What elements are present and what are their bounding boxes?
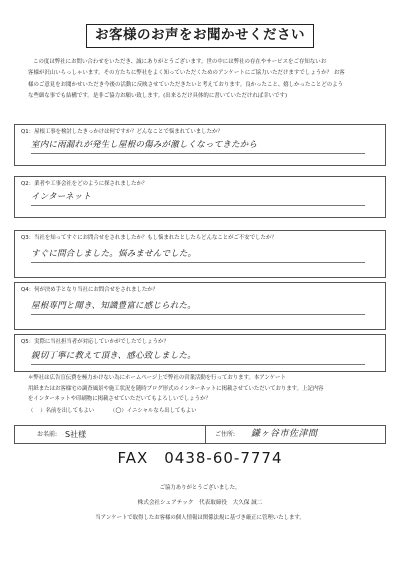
answer-q5[interactable]: 親切丁寧に教えて頂き、感心致しました。 [31,349,365,365]
question-label: Q3：当社を知ってすぐにお問合せをされましたか？もし悩まれたとしたらどんなことがご不安でしたか？ [21,235,277,241]
intro-line: な些細な事でも結構です。是非ご協力お願い致します。(出来るだけ具体的に書いていただければ幸いです) [28,92,288,99]
publication-notice [28,373,378,405]
notice-line: をインターネットや印刷物に掲載させていただいてもよろしいでしょうか？ [28,396,211,403]
notice-line: 用紙またはお客様宅の調査風景や施工状況を随時ブログ形式のインターネットに掲載させていただいております。上記内容 [28,385,324,392]
company-signature: 株式会社シェアテック 代表取締役 大久保 誠二 [137,500,263,506]
question-label: Q1：屋根工事を検討したきっかけは何ですか？どんなことで悩まれていましたか？ [21,129,223,135]
intro-line: 客様が沢山いらっしゃいます。その方たちに弊社をよく知っていただくためのアンケートにご協力いただけますでしょうか？ お客 [28,70,345,77]
question-label: Q4：何が決め手となり当社にお問合せをされましたか？ [21,287,159,293]
consent-option-initial-label: ）イニシャルなら出してもよい [121,408,197,414]
consent-option-name-label: ）名前を出してもよい [40,408,95,414]
intro-line: この度は弊社にお問い合わせをいただき、誠にありがとうございます。世の中には弊社の存在やサービスをご存知ないお [33,59,327,65]
bracket-open: （ [28,408,34,414]
name-value[interactable]: S社様 [65,430,87,439]
notice-line: ＊弊社は広告宣伝費を極力かけない為にホームページ上で弊社の営業活動を行っております。本アンケート [28,375,286,381]
address-value[interactable]: 鎌ヶ谷市佐津間 [251,429,318,439]
address-label: ご住所: [215,431,236,438]
consent-option-name[interactable] [28,408,94,414]
thanks-text: ご協力ありがとうございました。 [159,485,241,491]
fax-number: FAX 0438-60-7774 [117,449,283,467]
answer-q2[interactable]: インターネット [31,190,365,206]
question-q1 [14,124,386,166]
question-q2 [14,176,386,218]
question-q5 [14,334,386,372]
question-label: Q2：業者や工事会社をどのように探されましたか？ [21,181,148,187]
question-q3 [14,230,386,278]
circle-mark: ○ [115,406,122,414]
consent-options [28,406,211,414]
bracket-open: （ [109,408,116,414]
answer-q1[interactable]: 室内に雨漏れが発生し屋根の傷みが激しくなってきたから [31,138,365,154]
name-label: お名前: [37,431,58,438]
question-q4 [14,282,386,330]
name-address-row [14,425,386,444]
question-label: Q5：実際に当社担当者が対応していかがでしたでしょうか？ [21,339,169,345]
privacy-note: 当アンケートで取得したお客様の個人情報は関係法規に基づき厳正に管理いたします。 [95,515,305,521]
page-title: お客様のお声をお聞かせください [86,24,314,48]
intro-line: 様のご意見をお聞かせいただき今後の活動に反映させていただきたいと考えております。良かったこと、嬉しかったことどのよう [28,81,344,88]
answer-q3[interactable]: すぐに問合しました。悩みませんでした。 [31,247,365,263]
intro-text [28,57,382,102]
row-divider [205,426,206,443]
consent-option-initial[interactable] [110,408,197,414]
answer-q4[interactable]: 屋根専門と聞き、知識豊富に感じられた。 [31,299,365,315]
